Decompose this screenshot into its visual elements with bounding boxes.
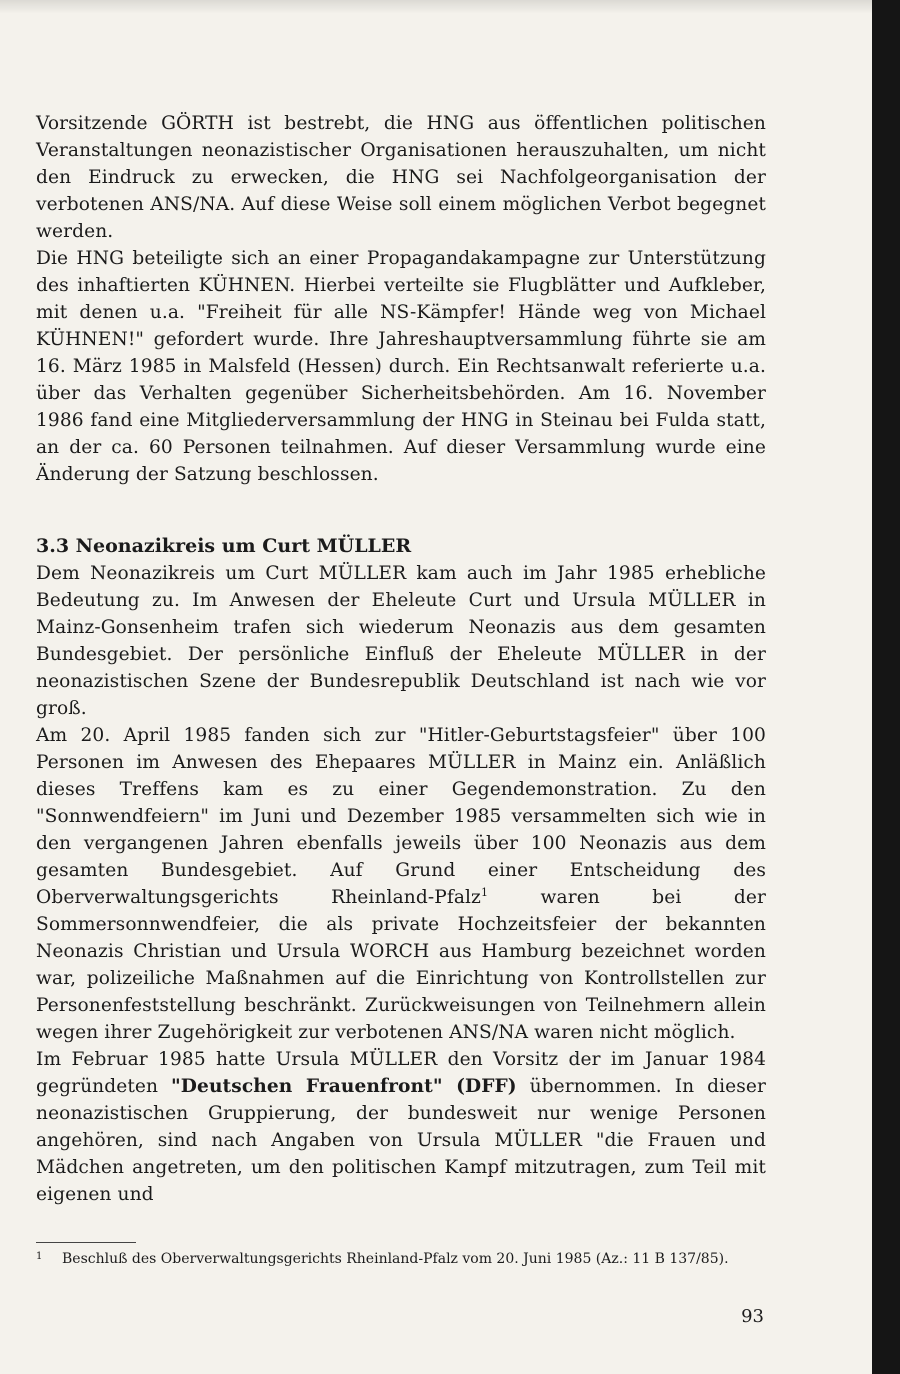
paragraph-5-part-a: Im Februar 1985 hatte Ursula MÜLLER den Vorsitz der im Januar 1984 gegründeten bbox=[36, 1049, 766, 1097]
paragraph-5-part-b: übernommen. In dieser neonazistischen Gruppierung, der bundesweit nur wenige Personen angehören, sind nach Angaben von Ursula MÜLLER "die Frauen und Mädchen angetreten, um den politischen Kampf mitzutragen, zum Teil mit eigenen und bbox=[36, 1076, 766, 1205]
page-body bbox=[36, 110, 766, 1208]
footnote-number: 1 bbox=[36, 1251, 43, 1262]
page-number: 93 bbox=[741, 1306, 764, 1327]
paragraph-1: Vorsitzende GÖRTH ist bestrebt, die HNG aus öffentlichen politischen Veranstaltungen neonazistischer Organisationen herauszuhalten, um nicht den Eindruck zu erwecken, die HNG sei Nachfolgeorganisation der verbotenen ANS/NA. Auf diese Weise soll einem möglichen Verbot begegnet werden. bbox=[36, 113, 766, 242]
paragraph-3: Dem Neonazikreis um Curt MÜLLER kam auch im Jahr 1985 erhebliche Bedeutung zu. Im Anwesen der Eheleute Curt und Ursula MÜLLER in Mainz-Gonsenheim trafen sich wiederum Neonazis aus dem gesamten Bundesgebiet. Der persönliche Einfluß der Eheleute MÜLLER in der neonazistischen Szene der Bundesrepublik Deutschland ist nach wie vor groß. bbox=[36, 563, 766, 719]
paragraph-4 bbox=[36, 722, 766, 1046]
paragraph-4-part-a: Am 20. April 1985 fanden sich zur "Hitler-Geburtstagsfeier" über 100 Personen im Anwesen des Ehepaares MÜLLER in Mainz ein. Anläßlich dieses Treffens kam es zu einer Gegendemonstration. Zu den "Sonnwendfeiern" im Juni und Dezember 1985 versammelten sich wie in den vergangenen Jahren ebenfalls jeweils über 100 Neonazis aus dem gesamten Bundesgebiet. Auf Grund einer Entscheidung des Oberverwaltungsgerichts Rheinland-Pfalz bbox=[36, 725, 766, 908]
scan-dark-edge bbox=[872, 0, 900, 1374]
footnote-text: Beschluß des Oberverwaltungsgerichts Rheinland-Pfalz vom 20. Juni 1985 (Az.: 11 B 137/85). bbox=[62, 1251, 729, 1267]
footnote-divider bbox=[36, 1242, 136, 1243]
section-heading: 3.3 Neonazikreis um Curt MÜLLER bbox=[36, 535, 412, 557]
paragraph-5 bbox=[36, 1046, 766, 1208]
organization-name-bold: "Deutschen Frauenfront" (DFF) bbox=[171, 1076, 517, 1097]
paragraph-4-part-b: waren bei der Sommersonnwendfeier, die als private Hochzeitsfeier der bekannten Neonazis Christian und Ursula WORCH aus Hamburg bezeichnet worden war, polizeiliche Maßnahmen auf die Einrichtung von Kontrollstellen zur Personenfeststellung beschränkt. Zurückweisungen von Teilnehmern allein wegen ihrer Zugehörigkeit zur verbotenen ANS/NA waren nicht möglich. bbox=[36, 887, 766, 1043]
footnote-reference[interactable]: 1 bbox=[480, 885, 489, 899]
page-top-shadow bbox=[0, 0, 872, 14]
footnote bbox=[36, 1248, 766, 1270]
paragraph-2: Die HNG beteiligte sich an einer Propagandakampagne zur Unterstützung des inhaftierten KÜHNEN. Hierbei verteilte sie Flugblätter und Aufkleber, mit denen u.a. "Freiheit für alle NS-Kämpfer! Hände weg von Michael KÜHNEN!" gefordert wurde. Ihre Jahreshauptversammlung führte sie am 16. März 1985 in Malsfeld (Hessen) durch. Ein Rechtsanwalt referierte u.a. über das Verhalten gegenüber Sicherheitsbehörden. Am 16. November 1986 fand eine Mitgliederversammlung der HNG in Steinau bei Fulda statt, an der ca. 60 Personen teilnahmen. Auf dieser Versammlung wurde eine Änderung der Satzung beschlossen. bbox=[36, 248, 766, 485]
